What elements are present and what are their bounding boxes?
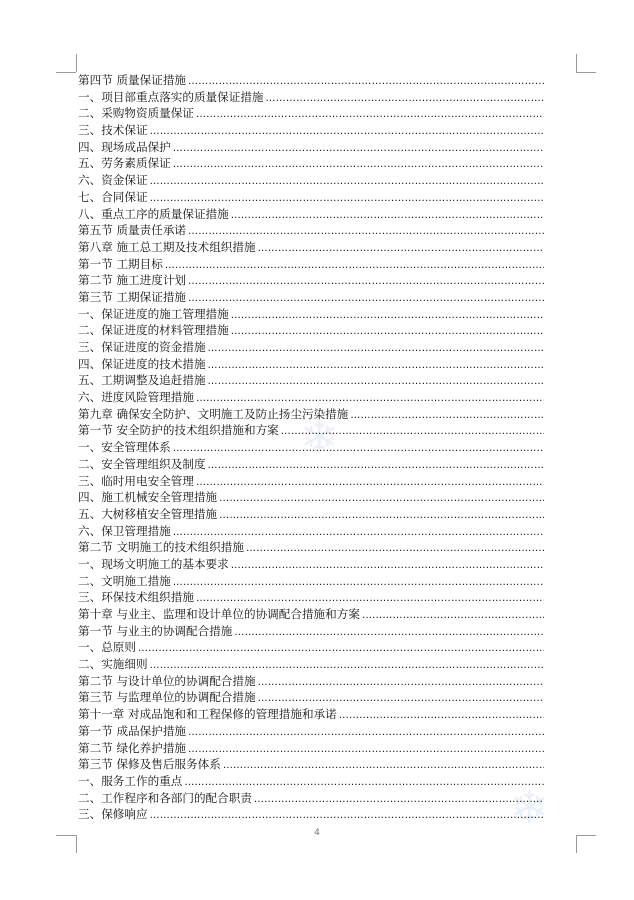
page-number: 4 [314,828,320,838]
toc-dot-leader [150,124,544,139]
toc-entry-label: 第三节 保修及售后服务体系 [78,757,221,772]
toc-entry[interactable] [78,272,544,289]
toc-entry-label: 第四节 质量保证措施 [78,73,187,87]
toc-dot-leader [258,691,544,706]
toc-entry[interactable] [78,623,544,640]
toc-entry-label: 第一节 与业主的协调配合措施 [78,623,233,638]
toc-entry-label: 三、保修响应 [78,807,148,822]
toc-dot-leader [231,558,544,573]
toc-dot-leader [246,541,544,556]
toc-dot-leader [223,758,544,773]
watermark-snowflake-icon: ❄ [300,410,339,464]
toc-entry[interactable] [78,139,544,156]
toc-entry[interactable] [78,456,544,473]
toc-entry[interactable] [78,206,544,223]
toc-dot-leader [184,775,544,790]
toc-entry-label: 第十一章 对成品饱和和工程保修的管理措施和承诺 [78,707,337,722]
toc-dot-leader [188,725,544,740]
toc-dot-leader [231,308,544,323]
toc-dot-leader [258,241,544,256]
toc-entry-label: 三、临时用电安全管理 [78,473,194,488]
toc-dot-leader [254,792,544,807]
toc-entry[interactable] [78,606,544,623]
toc-dot-leader [173,575,544,590]
table-of-contents [78,72,544,823]
toc-dot-leader [231,208,544,223]
toc-dot-leader [173,157,544,172]
toc-entry[interactable] [78,706,544,723]
toc-dot-leader [231,324,544,339]
toc-dot-leader [196,391,544,406]
toc-entry[interactable] [78,473,544,490]
toc-entry[interactable] [78,389,544,406]
toc-entry-label: 第十章 与业主、监理和设计单位的协调配合措施和方案 [78,607,360,621]
toc-dot-leader [196,475,544,490]
toc-entry[interactable] [78,122,544,139]
crop-mark-top-left-v [76,54,77,72]
toc-entry-label: 第一节 工期目标 [78,256,163,271]
toc-entry[interactable] [78,155,544,172]
toc-dot-leader [258,675,544,690]
toc-dot-leader [173,525,544,540]
toc-entry-label: 一、服务工作的重点 [78,773,183,788]
toc-entry[interactable] [78,372,544,389]
toc-entry-label: 四、现场成品保护 [78,139,171,154]
toc-dot-leader [188,74,544,89]
toc-dot-leader [188,291,544,306]
toc-dot-leader [208,458,544,473]
toc-entry[interactable] [78,556,544,573]
toc-dot-leader [150,191,544,206]
toc-entry-label: 第二节 文明施工的技术组织措施 [78,540,244,555]
toc-entry[interactable] [78,689,544,706]
toc-entry-label: 五、工期调整及追赶措施 [78,373,206,388]
toc-dot-leader [138,641,544,656]
toc-dot-leader [350,408,544,423]
toc-entry[interactable] [78,322,544,339]
toc-dot-leader [219,491,544,506]
toc-dot-leader [208,374,544,389]
toc-dot-leader [208,341,544,356]
toc-entry[interactable] [78,589,544,606]
toc-entry[interactable] [78,105,544,122]
toc-entry-label: 二、保证进度的材料管理措施 [78,323,229,338]
toc-entry[interactable] [78,773,544,790]
toc-entry[interactable] [78,222,544,239]
toc-entry-label: 第二节 与设计单位的协调配合措施 [78,673,256,688]
toc-entry-label: 一、项目部重点落实的质量保证措施 [78,89,264,104]
toc-entry-label: 六、进度风险管理措施 [78,390,194,405]
toc-entry[interactable] [78,172,544,189]
toc-entry-label: 第一节 安全防护的技术组织措施和方案 [78,423,279,438]
crop-mark-top-right-h [576,72,596,73]
toc-entry[interactable] [78,339,544,356]
toc-entry[interactable] [78,289,544,306]
toc-entry[interactable] [78,306,544,323]
toc-entry[interactable] [78,406,544,423]
toc-entry[interactable] [78,489,544,506]
toc-entry-label: 第三节 工期保证措施 [78,289,187,304]
toc-entry-label: 第二节 绿化养护措施 [78,740,187,755]
toc-entry-label: 四、施工机械安全管理措施 [78,490,218,505]
toc-dot-leader [339,708,544,723]
toc-entry-label: 第五节 质量责任承诺 [78,223,187,238]
toc-entry[interactable] [78,756,544,773]
toc-entry[interactable] [78,806,544,823]
toc-entry-label: 三、技术保证 [78,123,148,138]
toc-dot-leader [188,742,544,757]
toc-entry[interactable] [78,72,544,89]
toc-entry[interactable] [78,639,544,656]
toc-entry-label: 三、保证进度的资金措施 [78,340,206,354]
toc-dot-leader [196,107,544,122]
toc-entry-label: 第二节 施工进度计划 [78,273,187,288]
toc-entry[interactable] [78,89,544,106]
crop-mark-top-left-h [56,72,76,73]
toc-entry-label: 第九章 确保安全防护、文明施工及防止扬尘污染措施 [78,406,349,421]
crop-mark-top-right-v [576,54,577,72]
toc-dot-leader [362,608,544,623]
toc-dot-leader [188,274,544,289]
toc-entry[interactable] [78,256,544,273]
toc-entry[interactable] [78,673,544,690]
toc-entry-label: 四、保证进度的技术措施 [78,356,206,371]
toc-entry[interactable] [78,523,544,540]
toc-entry[interactable] [78,790,544,807]
toc-dot-leader [234,625,544,640]
toc-entry[interactable] [78,573,544,590]
toc-entry-label: 二、安全管理组织及制度 [78,456,206,471]
toc-entry[interactable] [78,506,544,523]
toc-entry-label: 二、工作程序和各部门的配合职责 [78,790,252,805]
toc-dot-leader [165,258,544,273]
toc-dot-leader [173,441,544,456]
toc-entry-label: 八、重点工序的质量保证措施 [78,206,229,221]
toc-entry[interactable] [78,740,544,757]
toc-entry-label: 第八章 施工总工期及技术组织措施 [78,239,256,254]
toc-entry[interactable] [78,189,544,206]
toc-entry-label: 一、现场文明施工的基本要求 [78,556,229,571]
toc-entry-label: 二、实施细则 [78,657,148,672]
toc-entry-label: 第一节 成品保护措施 [78,723,187,738]
toc-entry-label: 三、环保技术组织措施 [78,590,194,605]
toc-entry-label: 五、劳务素质保证 [78,156,171,171]
toc-entry-label: 一、安全管理体系 [78,440,171,455]
toc-dot-leader [173,141,544,156]
toc-entry[interactable] [78,539,544,556]
toc-dot-leader [208,358,544,373]
toc-entry-label: 五、大树移植安全管理措施 [78,506,218,521]
watermark-snowflake-icon: ❄ [510,780,549,834]
toc-dot-leader [188,224,544,239]
toc-entry[interactable] [78,356,544,373]
toc-entry-label: 第三节 与监理单位的协调配合措施 [78,690,256,705]
toc-entry[interactable] [78,723,544,740]
toc-dot-leader [266,91,544,106]
toc-entry-label: 一、保证进度的施工管理措施 [78,306,229,321]
toc-dot-leader [150,808,544,823]
toc-entry-label: 二、文明施工措施 [78,573,171,588]
toc-entry-label: 二、采购物资质量保证 [78,106,194,121]
toc-dot-leader [150,174,544,189]
toc-dot-leader [196,591,544,606]
toc-dot-leader [281,424,544,439]
toc-dot-leader [219,508,544,523]
toc-entry-label: 七、合同保证 [78,189,148,204]
toc-entry[interactable] [78,422,544,439]
toc-entry-label: 六、资金保证 [78,173,148,188]
toc-entry[interactable] [78,439,544,456]
toc-entry[interactable] [78,239,544,256]
toc-entry-label: 一、总原则 [78,640,136,655]
toc-entry-label: 六、保卫管理措施 [78,523,171,538]
toc-dot-leader [150,658,544,673]
toc-entry[interactable] [78,656,544,673]
